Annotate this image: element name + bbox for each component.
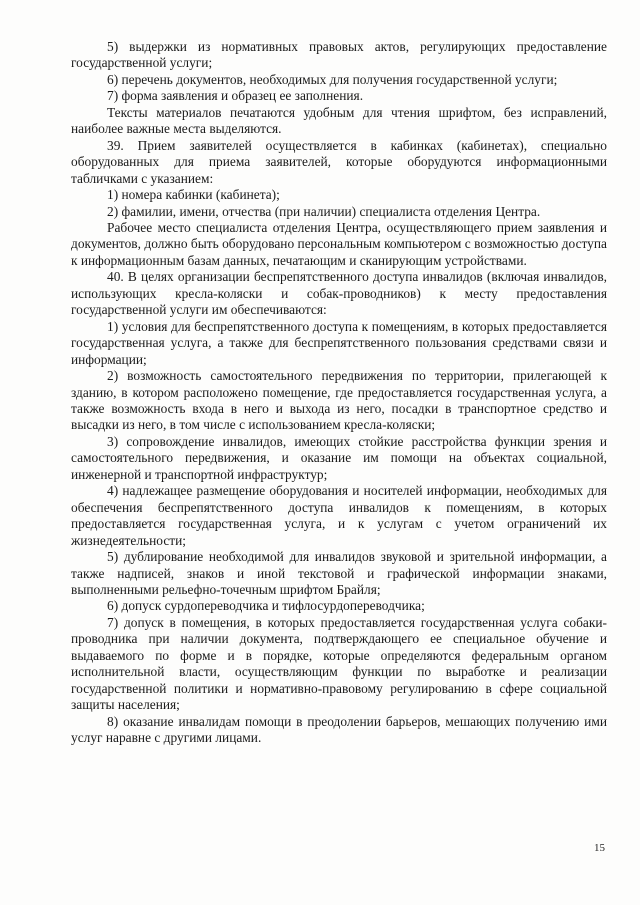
- paragraph-item-7-application-form: 7) форма заявления и образец ее заполнения.: [107, 88, 364, 104]
- paragraph-workplace: Рабочее место специалиста отделения Центра, осуществляющего прием заявления и документов, должно быть оборудовано персональным компьютером с возможностью доступа к информационным базам данных, печатающим и сканирующим устройствами.: [71, 219, 607, 268]
- paragraph-access-conditions: 1) условия для беспрепятственного доступа к помещениям, в которых предоставляется государственная услуга, а также для беспрепятственного пользования средствами связи и информации;: [71, 318, 607, 367]
- paragraph-print-requirements: Тексты материалов печатаются удобным для чтения шрифтом, без исправлений, наиболее важные места выделяются.: [71, 104, 607, 137]
- paragraph-specialist-name: 2) фамилии, имени, отчества (при наличии) специалиста отделения Центра.: [107, 203, 541, 219]
- document-body: [71, 39, 607, 746]
- paragraph-39-reception: 39. Прием заявителей осуществляется в кабинках (кабинетах), специально оборудованных для приема заявителей, которые оборудуются информационными табличками с указанием:: [71, 137, 607, 186]
- page-number: 15: [594, 842, 605, 854]
- paragraph-movement: 2) возможность самостоятельного передвижения по территории, прилегающей к зданию, в котором расположено помещение, где предоставляется государственная услуга, а также возможность входа в него и выхода из него, посадки в транспортное средство и высадки из него, в том числе с использованием кресла-коляски;: [71, 368, 607, 433]
- paragraph-barrier-help: 8) оказание инвалидам помощи в преодолении барьеров, мешающих получению ими услуг наравне с другими лицами.: [71, 713, 607, 746]
- paragraph-equipment: 4) надлежащее размещение оборудования и носителей информации, необходимых для обеспечения беспрепятственного доступа инвалидов к помещениям, в которых предоставляется государственная услуга, и к услугам с учетом ограничений их жизнедеятельности;: [71, 483, 607, 548]
- paragraph-cabin-number: 1) номера кабинки (кабинета);: [107, 187, 280, 203]
- paragraph-40-accessibility: 40. В целях организации беспрепятственного доступа инвалидов (включая инвалидов, использующих кресла-коляски и собак-проводников) к месту предоставления государственной услуги им обеспечиваются:: [71, 269, 607, 318]
- paragraph-item-5-normative-acts: 5) выдержки из нормативных правовых актов, регулирующих предоставление государственной услуги;: [71, 39, 607, 71]
- paragraph-guide-dog: 7) допуск в помещения, в которых предоставляется государственная услуга собаки-проводника при наличии документа, подтверждающего ее специальное обучение и выдаваемого по форме и в порядке, которые определяются федеральным органом исполнительной власти, осуществляющим функции по выработке и реализации государственной политики и нормативно-правовому регулированию в сфере социальной защиты населения;: [71, 614, 607, 713]
- paragraph-sign-interpreter: 6) допуск сурдопереводчика и тифлосурдопереводчика;: [107, 598, 425, 614]
- paragraph-duplication: 5) дублирование необходимой для инвалидов звуковой и зрительной информации, а также надписей, знаков и иной текстовой и графической информации знаками, выполненными рельефно-точечным шрифтом Брайля;: [71, 549, 607, 597]
- paragraph-item-6-documents-list: 6) перечень документов, необходимых для получения государственной услуги;: [107, 71, 558, 87]
- paragraph-escort: 3) сопровождение инвалидов, имеющих стойкие расстройства функции зрения и самостоятельного передвижения, и оказание им помощи на объектах социальной, инженерной и транспортной инфраструктур;: [71, 433, 607, 482]
